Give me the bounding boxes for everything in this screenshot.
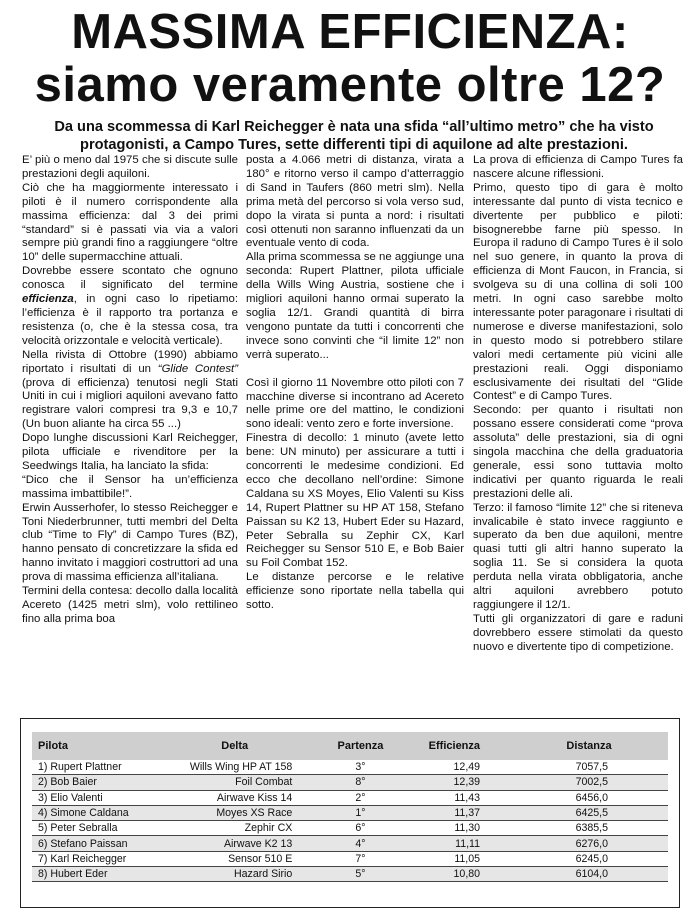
table-row: [32, 790, 668, 805]
header-delta: Delta: [147, 732, 322, 760]
table-header-row: [32, 732, 668, 760]
cell-pilota: 3) Elio Valenti: [32, 790, 147, 805]
text-column-3: [473, 154, 683, 655]
paragraph: Secondo: per quanto i risultati non possano essere considerati come “prova assoluta” delle prestazioni, sia di ogni singola macchina che della graduatoria generale, essi sono tuttavia molto indicativi per quanto riguarda le reali prestazioni delle ali.: [473, 404, 683, 500]
cell-distanza: 6456,0: [510, 790, 668, 805]
paragraph: Nella rivista di Ottobre (1990) abbiamo riportato i risultati di un “Glide Contest” (prova di efficienza) tenutosi negli Stati Uniti in cui i migliori aquiloni avevano fatto registrare valori compresi tra 9,3 e 10,7 (Un buon aliante ha circa 55 ...): [22, 348, 238, 431]
cell-delta: Zephir CX: [147, 821, 322, 836]
paragraph: posta a 4.066 metri di distanza, virata a 180° e ritorno verso il campo d’atterraggio di Sand in Taufers (860 metri slm). Nella prima metà del percorso si vola verso sud, dopo la virata si punta a nord: i risultati così ottenuti non saranno influenzati da un eventuale vento di coda.: [246, 154, 464, 250]
cell-delta: Moyes XS Race: [147, 805, 322, 820]
cell-partenza: 7°: [322, 851, 398, 866]
cell-delta: Airwave K2 13: [147, 836, 322, 851]
cell-delta: Airwave Kiss 14: [147, 790, 322, 805]
header-distanza: Distanza: [510, 732, 668, 760]
cell-pilota: 8) Hubert Eder: [32, 867, 147, 882]
cell-partenza: 8°: [322, 775, 398, 790]
paragraph: Dovrebbe essere scontato che ognuno conosca il significato del termine efficienza, in ogni caso lo ripetiamo: l’efficienza è il rapporto tra portanza e resistenza (o, che è la stessa cosa, tra velocità orizzontale e velocità verticale).: [22, 265, 238, 347]
paragraph: Le distanze percorse e le relative efficienze sono riportate nella tabella qui sotto.: [246, 571, 464, 612]
cell-delta: Foil Combat: [147, 775, 322, 790]
cell-distanza: 6385,5: [510, 821, 668, 836]
cell-distanza: 6245,0: [510, 851, 668, 866]
paragraph: Dopo lunghe discussioni Karl Reichegger, pilota ufficiale e rivenditore per la Seedwings Italia, ha lanciato la sfida:: [22, 432, 238, 472]
paragraph: Terzo: il famoso “limite 12” che si riteneva invalicabile è stato invece raggiunto e superato da ben due aquiloni, mentre quasi tutti gli altri hanno superato la soglia 11. Se si considera la quota perduta nella virata obbligatoria, anche altri aquiloni avrebbero potuto raggiungere il 12/1.: [473, 501, 683, 611]
table-row: [32, 851, 668, 866]
article-title-line2: siamo veramente oltre 12?: [34, 58, 666, 112]
cell-pilota: 7) Karl Reichegger: [32, 851, 147, 866]
cell-partenza: 5°: [322, 867, 398, 882]
cell-distanza: 6425,5: [510, 805, 668, 820]
text-column-2: [246, 154, 464, 613]
table-row: [32, 775, 668, 790]
cell-delta: Sensor 510 E: [147, 851, 322, 866]
table-row: [32, 867, 668, 882]
cell-partenza: 3°: [322, 760, 398, 775]
paragraph: Così il giorno 11 Novembre otto piloti con 7 macchine diverse si incontrano ad Acereto nelle prime ore del mattino, le condizioni sono ideali: vento zero e forte inversione.: [246, 376, 464, 431]
cell-distanza: 6276,0: [510, 836, 668, 851]
results-table-body: [32, 760, 668, 882]
paragraph: Termini della contesa: decollo dalla località Acereto (1425 metri slm), volo rettilineo fino alla prima boa: [22, 585, 238, 625]
text-column-1: [22, 154, 238, 627]
paragraph: “Dico che il Sensor ha un’efficienza massima imbattibile!”.: [22, 473, 238, 500]
paragraph: Primo, questo tipo di gara è molto interessante dal punto di vista tecnico e divertente per pubblico e piloti: bisognerebbe farne più spesso. In Europa il raduno di Campo Tures è il solo nel suo genere, in quanto la prova di efficienza di Mont Faucon, in Francia, si svolgeva su di una collina di soli 100 metri. In ogni caso sarebbe molto interessante poter paragonare i risultati di numerose e diverse manifestazioni, solo in questo modo si potrebbero stilare valori medi certamente più vicini alle prestazioni reali. Oggi disponiamo esclusivamente dei risultati del “Glide Contest” e di Campo Tures.: [473, 181, 683, 403]
cell-efficienza: 10,80: [399, 867, 510, 882]
paragraph: Finestra di decollo: 1 minuto (avete letto bene: UN minuto) per assicurare a tutti i concorrenti le medesime condizioni. Ed ecco che decollano nell’ordine: Simone Caldana su XS Moyes, Elio Valenti su Kiss 14, Rupert Plattner su HP AT 158, Stefano Paissan su K2 13, Hubert Eder su Hazard, Peter Sebralla su Zephir CX, Karl Reichegger su Sensor 510 E, e Bob Baier su Foil Combat 152.: [246, 432, 464, 570]
paragraph: Erwin Ausserhofer, lo stesso Reichegger e Toni Niederbrunner, tutti membri del Delta club “Time to Fly” di Campo Tures (BZ), hanno pensato di concretizzare la sfida ed hanno invitato i maggiori costruttori ad una prova di massima efficienza all’italiana.: [22, 501, 238, 584]
results-table: [32, 732, 668, 882]
article-title-line1: MASSIMA EFFICIENZA:: [71, 5, 629, 59]
cell-efficienza: 11,43: [399, 790, 510, 805]
paragraph: E’ più o meno dal 1975 che si discute sulle prestazioni degli aquiloni.: [22, 154, 238, 180]
header-pilota: Pilota: [32, 732, 147, 760]
cell-delta: Hazard Sirio: [147, 867, 322, 882]
cell-partenza: 6°: [322, 821, 398, 836]
table-row: [32, 760, 668, 775]
cell-pilota: 2) Bob Baier: [32, 775, 147, 790]
paragraph: Tutti gli organizzatori di gare e raduni dovrebbero essere stimolati da questo nuovo e divertente tipo di competizione.: [473, 612, 683, 653]
cell-delta: Wills Wing HP AT 158: [147, 760, 322, 775]
header-partenza: Partenza: [322, 732, 398, 760]
cell-efficienza: 12,49: [399, 760, 510, 775]
cell-partenza: 1°: [322, 805, 398, 820]
cell-distanza: 7002,5: [510, 775, 668, 790]
cell-partenza: 2°: [322, 790, 398, 805]
paragraph: Ciò che ha maggiormente interessato i piloti è il numero corrispondente alla massima efficienza: dal 3 dei primi “standard” si è passati via via a valori sempre più grandi fino a raggiungere “oltre 10” delle supermacchine attuali.: [22, 181, 238, 264]
cell-efficienza: 11,05: [399, 851, 510, 866]
header-efficienza: Efficienza: [399, 732, 510, 760]
cell-pilota: 1) Rupert Plattner: [32, 760, 147, 775]
cell-efficienza: 11,37: [399, 805, 510, 820]
paragraph: Alla prima scommessa se ne aggiunge una seconda: Rupert Plattner, pilota ufficiale della Wills Wing Austria, sostiene che i migliori aquiloni hanno ormai superato la soglia 12/1. Grandi quantità di birra vengono puntate da tutti i concorrenti che invece sono convinti che “il limite 12” non verrà superato...: [246, 251, 464, 361]
cell-distanza: 6104,0: [510, 867, 668, 882]
cell-efficienza: 11,11: [399, 836, 510, 851]
cell-efficienza: 12,39: [399, 775, 510, 790]
cell-pilota: 5) Peter Sebralla: [32, 821, 147, 836]
paragraph: La prova di efficienza di Campo Tures fa nascere alcune riflessioni.: [473, 154, 683, 180]
cell-pilota: 6) Stefano Paissan: [32, 836, 147, 851]
results-table-box: [20, 718, 680, 908]
cell-efficienza: 11,30: [399, 821, 510, 836]
table-row: [32, 821, 668, 836]
article-subtitle: Da una scommessa di Karl Reichegger è nata una sfida “all’ultimo metro” che ha visto protagonisti, a Campo Tures, sette differenti tipi di aquilone ad alte prestazioni.: [54, 119, 654, 153]
cell-pilota: 4) Simone Caldana: [32, 805, 147, 820]
cell-partenza: 4°: [322, 836, 398, 851]
cell-distanza: 7057,5: [510, 760, 668, 775]
table-row: [32, 805, 668, 820]
table-row: [32, 836, 668, 851]
